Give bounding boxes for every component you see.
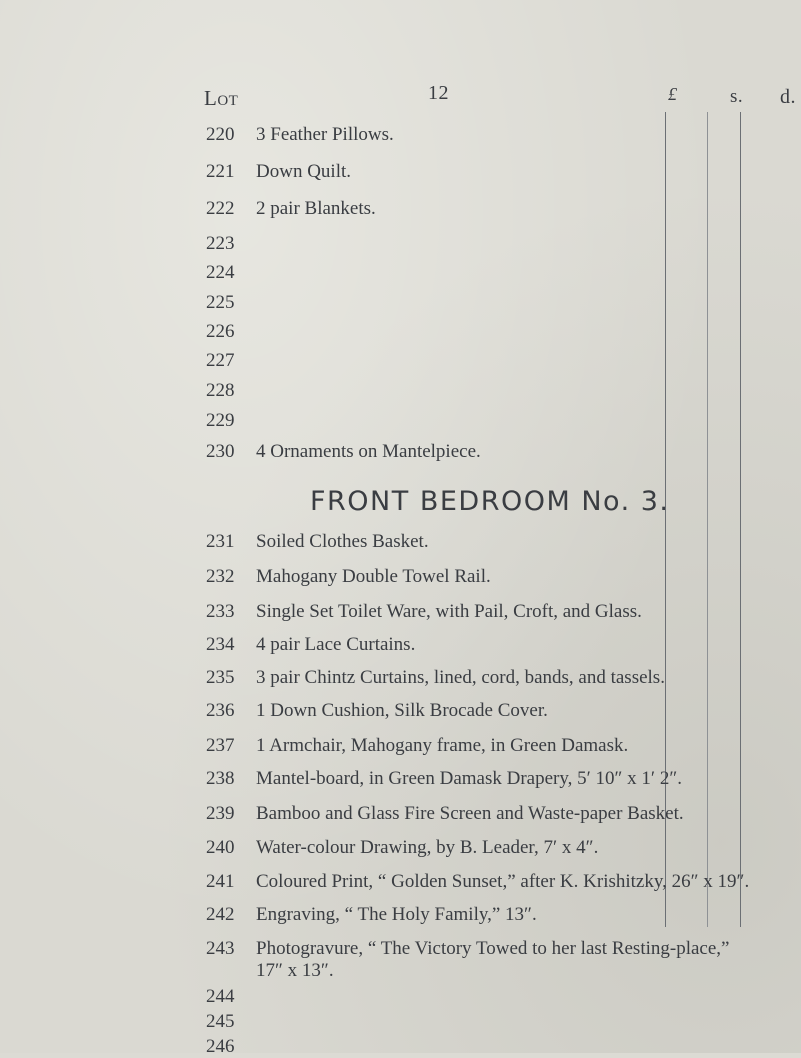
lot-row (0, 198, 660, 226)
shillings-column-rule (707, 112, 708, 927)
lot-number: 245 (206, 1011, 235, 1032)
lot-number: 225 (206, 292, 235, 313)
lot-description: Photogravure, “ The Victory Towed to her last Resting-place,” (256, 938, 730, 959)
lot-number: 241 (206, 871, 235, 892)
lot-number: 227 (206, 350, 235, 371)
lot-row (0, 233, 660, 261)
lot-number: 236 (206, 700, 235, 721)
section-heading: FRONT BEDROOM No. 3. (310, 486, 670, 517)
lot-number: 228 (206, 380, 235, 401)
lot-row (0, 321, 660, 349)
pounds-column-header: £ (668, 84, 678, 104)
lot-description: 3 Feather Pillows. (256, 124, 394, 145)
lot-description: 2 pair Blankets. (256, 198, 376, 219)
lot-number: 239 (206, 803, 235, 824)
lot-number: 242 (206, 904, 235, 925)
lot-row (0, 904, 660, 932)
lot-description: 3 pair Chintz Curtains, lined, cord, bands, and tassels. (256, 667, 665, 688)
lot-row (0, 735, 660, 763)
lot-description: 4 pair Lace Curtains. (256, 634, 416, 655)
lot-row (0, 161, 660, 189)
shillings-column-header: s. (730, 86, 744, 107)
lot-description: 1 Armchair, Mahogany frame, in Green Damask. (256, 735, 629, 756)
lot-row (0, 667, 665, 695)
lot-description: Water-colour Drawing, by B. Leader, 7′ x 4″. (256, 837, 599, 858)
lot-column-header: Lot (204, 86, 239, 110)
lot-number: 224 (206, 262, 235, 283)
lot-number: 237 (206, 735, 235, 756)
lot-description: Coloured Print, “ Golden Sunset,” after K. Krishitzky, 26″ x 19″. (256, 871, 750, 892)
lot-description: Engraving, “ The Holy Family,” 13″. (256, 904, 537, 925)
lot-row (0, 837, 660, 865)
lot-number: 246 (206, 1036, 235, 1057)
lot-row (0, 768, 683, 796)
lot-description-continued: 17″ x 13″. (256, 960, 334, 981)
lot-row (0, 124, 660, 152)
lot-number: 220 (206, 124, 235, 145)
lot-number: 235 (206, 667, 235, 688)
lot-number: 244 (206, 986, 235, 1007)
pence-column-header: d. (780, 86, 796, 108)
lot-row (0, 700, 660, 728)
lot-description: Bamboo and Glass Fire Screen and Waste-paper Basket. (256, 803, 684, 824)
lot-row (0, 350, 660, 378)
lot-description: Soiled Clothes Basket. (256, 531, 429, 552)
lot-row (0, 634, 660, 662)
lot-row (0, 986, 660, 1014)
lot-number: 223 (206, 233, 235, 254)
lot-row (0, 1011, 660, 1039)
lot-row (0, 601, 660, 629)
lot-number: 240 (206, 837, 235, 858)
lot-row (0, 531, 660, 559)
lot-row (0, 410, 660, 438)
lot-description: Mantel-board, in Green Damask Drapery, 5′ 10″ x 1′ 2″. (256, 768, 683, 789)
lot-number: 233 (206, 601, 235, 622)
lot-number: 238 (206, 768, 235, 789)
page-number: 12 (428, 82, 449, 104)
lot-row (0, 262, 660, 290)
lot-row (0, 1036, 660, 1057)
lot-number: 232 (206, 566, 235, 587)
lot-row (0, 566, 660, 594)
lot-number: 221 (206, 161, 235, 182)
lot-description: Single Set Toilet Ware, with Pail, Croft, and Glass. (256, 601, 642, 622)
lot-number: 229 (206, 410, 235, 431)
lot-number: 234 (206, 634, 235, 655)
pence-column-rule (740, 112, 741, 927)
lot-number: 231 (206, 531, 235, 552)
lot-row (0, 380, 660, 408)
lot-description: Down Quilt. (256, 161, 351, 182)
lot-description: 1 Down Cushion, Silk Brocade Cover. (256, 700, 548, 721)
lot-row (0, 871, 750, 899)
lot-description: Mahogany Double Towel Rail. (256, 566, 491, 587)
lot-row (0, 803, 684, 831)
lot-description: 4 Ornaments on Mantelpiece. (256, 441, 481, 462)
lot-number: 222 (206, 198, 235, 219)
lot-row (0, 938, 730, 988)
lot-row (0, 441, 660, 469)
lot-number: 226 (206, 321, 235, 342)
lot-number: 243 (206, 938, 235, 959)
lot-number: 230 (206, 441, 235, 462)
lot-row (0, 292, 660, 320)
